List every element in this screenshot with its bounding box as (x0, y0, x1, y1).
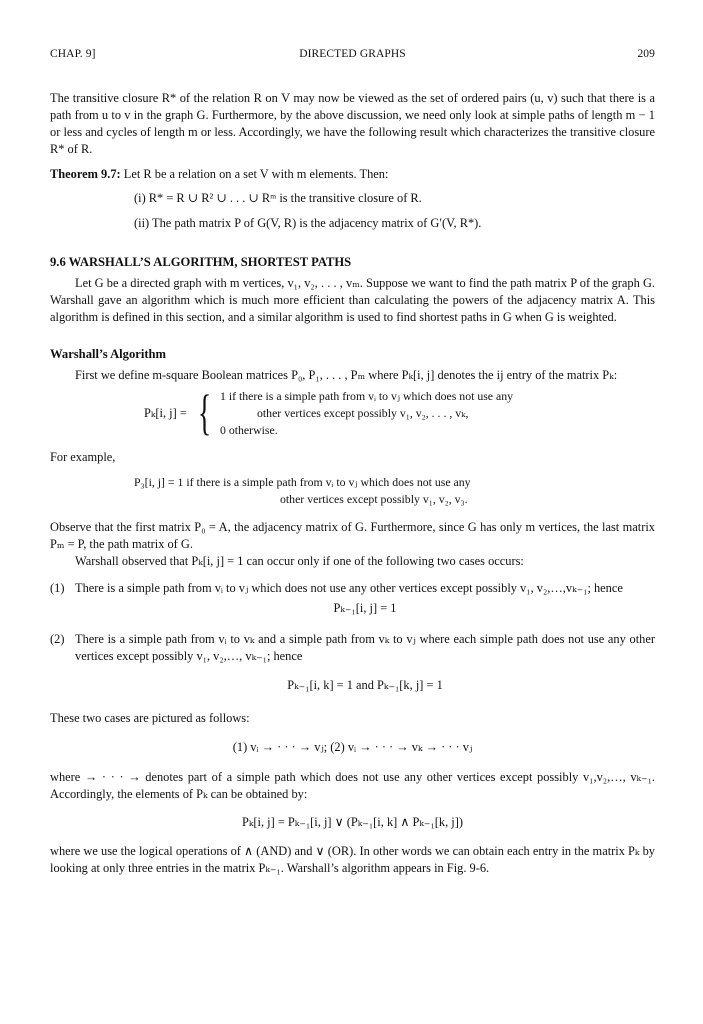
section-title: 9.6 WARSHALL’S ALGORITHM, SHORTEST PATHS (50, 255, 352, 269)
case-2-equation: Pₖ₋₁[i, k] = 1 and Pₖ₋₁[k, j] = 1 (287, 678, 443, 692)
chapter-label: CHAP. 9] (50, 48, 96, 60)
theorem-item-2: (ii) The path matrix P of G(V, R) is the adjacency matrix of G′(V, R*). (134, 216, 482, 230)
recurrence-equation: Pₖ[i, j] = Pₖ₋₁[i, j] ∨ (Pₖ₋₁[i, k] ∧ Pₖ₋₁[k, j]) (241, 815, 464, 829)
pictured-intro: These two cases are pictured as follows: (50, 711, 250, 725)
final-paragraph: where we use the logical operations of ∧ (AND) and ∨ (OR). In other words we can obtain each entry in the matrix Pₖ by looking at only three entries in the matrix Pₖ₋₁. Warshall’s algorithm appears in Fig. 9-6. (50, 844, 655, 875)
case-1-text: There is a simple path from vᵢ to vⱼ which does not use any other vertices except possibly v₁, v₂,…,vₖ₋₁; hence (75, 581, 623, 595)
pictured-equation: (1) vᵢ → · · · → vⱼ; (2) vᵢ → · · · → vₖ → · · · vⱼ (232, 740, 473, 754)
example-equation (50, 474, 655, 510)
left-brace: { (198, 384, 212, 440)
intro-paragraph: The transitive closure R* of the relation R on V may now be viewed as the set of ordered pairs (u, v) such that there is a path from u to v in the graph G. Furthermore, by the above discussion, we need only look at simple paths of length m − 1 or less and cycles of length m or less. Accordingly, we have the following result which characterizes the transitive closure R* of R. (50, 91, 655, 156)
case-1-equation: Pₖ₋₁[i, j] = 1 (333, 601, 397, 615)
theorem-item-1: (i) R* = R ∪ R² ∪ . . . ∪ Rᵐ is the transitive closure of R. (134, 191, 422, 205)
definition-equation (50, 384, 655, 440)
subsection-title: Warshall’s Algorithm (50, 347, 167, 361)
case-2-text: There is a simple path from vᵢ to vₖ and a simple path from vₖ to vⱼ where each simple path does not use any other vertices except possibly v₁, v₂,…, vₖ₋₁; hence (75, 632, 655, 663)
for-example: For example, (50, 450, 116, 464)
definition-intro: First we define m-square Boolean matrices P₀, P₁, . . . , Pₘ where Pₖ[i, j] denotes the ij entry of the matrix Pₖ: (75, 368, 618, 382)
definition-lhs: Pₖ[i, j] = (144, 406, 187, 420)
example-line-2: other vertices except possibly v₁, v₂, v₃. (280, 492, 468, 506)
section-paragraph: Let G be a directed graph with m vertices, v₁, v₂, . . . , vₘ. Suppose we want to find the path matrix P of the graph G. Warshall gave an algorithm which is much more efficient than calculating the powers of the adjacency matrix A. This algorithm is defined in this section, and a similar algorithm is used to find shortest paths in G when G is weighted. (50, 276, 655, 324)
case-2-number: (2) (50, 632, 65, 646)
running-header (50, 46, 655, 64)
theorem-label: Theorem 9.7: (50, 167, 121, 181)
where-paragraph: where → · · · → denotes part of a simple path which does not use any other vertices except possibly v₁,v₂,…, vₖ₋₁. Accordingly, the elements of Pₖ can be obtained by: (50, 770, 655, 801)
header-title: DIRECTED GRAPHS (299, 48, 406, 60)
page-number: 209 (637, 48, 655, 60)
theorem-text: Let R be a relation on a set V with m elements. Then: (123, 167, 389, 181)
page (50, 46, 655, 877)
case-1 (50, 580, 655, 617)
definition-row-3: 0 otherwise. (220, 423, 278, 437)
warshall-observed: Warshall observed that Pₖ[i, j] = 1 can occur only if one of the following two cases occurs: (75, 554, 524, 568)
definition-row-1: 1 if there is a simple path from vᵢ to vⱼ which does not use any (220, 389, 514, 403)
theorem-statement (50, 166, 655, 183)
example-line-1: P₃[i, j] = 1 if there is a simple path from vᵢ to vⱼ which does not use any (134, 475, 471, 489)
case-2 (50, 631, 655, 694)
observe-paragraph: Observe that the first matrix P₀ = A, the adjacency matrix of G. Furthermore, since G has only m vertices, the last matrix Pₘ = P, the path matrix of G. (50, 520, 655, 551)
definition-row-2: other vertices except possibly v₁, v₂, . . . , vₖ, (257, 406, 469, 420)
case-1-number: (1) (50, 581, 65, 595)
